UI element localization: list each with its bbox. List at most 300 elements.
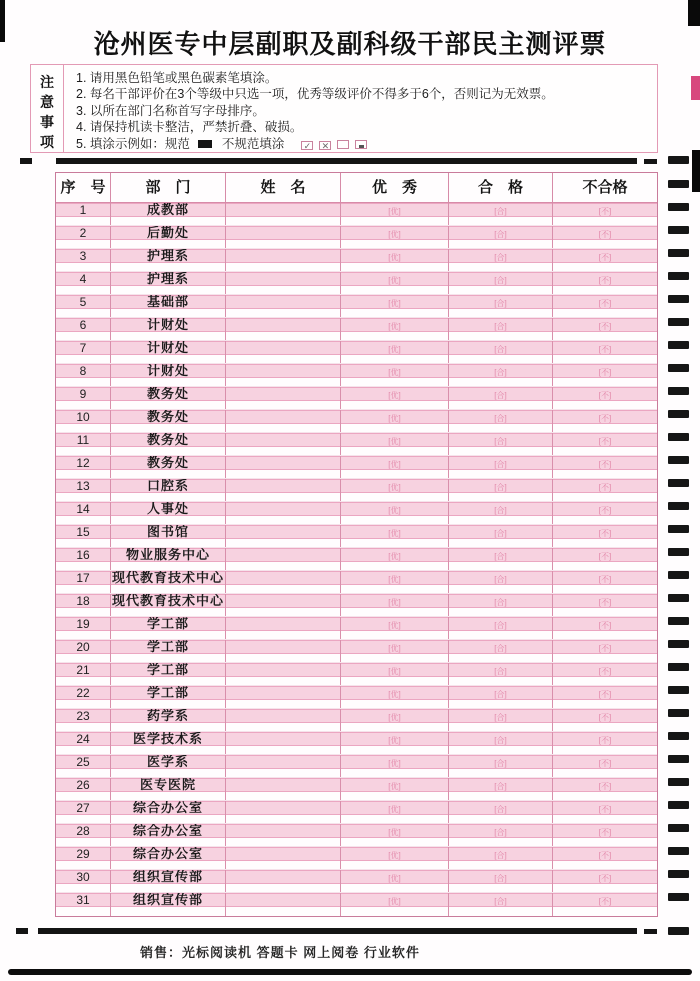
bubble-unqualified[interactable]: [不] — [598, 874, 612, 883]
bubble-unqualified[interactable]: [不] — [598, 575, 612, 584]
rating-cell — [553, 272, 657, 294]
bubble-qualified[interactable]: [合] — [494, 207, 507, 216]
name-cell[interactable] — [226, 870, 341, 892]
bubble-unqualified[interactable]: [不] — [598, 644, 612, 653]
notice-box — [30, 64, 658, 153]
row-number: 19 — [56, 617, 111, 639]
rating-cell — [553, 502, 657, 524]
bubble-excellent[interactable]: [优] — [388, 207, 401, 216]
rating-cell — [449, 893, 553, 916]
timing-mark — [668, 732, 689, 740]
bubble-qualified[interactable]: [合] — [494, 621, 507, 630]
department-name: 护理系 — [111, 272, 226, 294]
bubble-qualified[interactable]: [合] — [494, 253, 507, 262]
rating-cell — [341, 295, 449, 317]
timing-mark — [668, 479, 689, 487]
bubble-unqualified[interactable]: [不] — [598, 828, 612, 837]
bubble-qualified[interactable]: [合] — [494, 506, 507, 515]
name-cell[interactable] — [226, 732, 341, 754]
bubble-excellent[interactable]: [优] — [388, 230, 401, 239]
row-number: 26 — [56, 778, 111, 800]
name-cell[interactable] — [226, 617, 341, 639]
bubble-qualified[interactable]: [合] — [494, 437, 507, 446]
department-name: 口腔系 — [111, 479, 226, 501]
bubble-excellent[interactable]: [优] — [388, 621, 401, 630]
name-cell[interactable] — [226, 548, 341, 570]
rating-cell — [341, 663, 449, 685]
bubble-qualified[interactable]: [合] — [494, 644, 507, 653]
table-row — [56, 318, 657, 341]
bubble-qualified[interactable]: [合] — [494, 736, 507, 745]
rating-cell — [449, 479, 553, 501]
name-cell[interactable] — [226, 433, 341, 455]
rating-cell — [341, 824, 449, 846]
name-cell[interactable] — [226, 479, 341, 501]
rating-cell — [553, 410, 657, 432]
rating-cell — [449, 663, 553, 685]
bubble-excellent[interactable]: [优] — [388, 529, 401, 538]
bubble-qualified[interactable]: [合] — [494, 368, 507, 377]
rating-cell — [553, 709, 657, 731]
notice-item5-mid: 不规范填涂 — [221, 136, 285, 151]
rating-cell — [449, 870, 553, 892]
timing-mark — [668, 663, 689, 671]
timing-mark — [668, 525, 689, 533]
notice-items — [64, 65, 657, 152]
row-number: 8 — [56, 364, 111, 386]
bubble-qualified[interactable]: [合] — [494, 667, 507, 676]
department-name: 教务处 — [111, 410, 226, 432]
name-cell[interactable] — [226, 456, 341, 478]
timing-start-block — [692, 150, 700, 192]
bubble-unqualified[interactable]: [不] — [598, 736, 612, 745]
table-row — [56, 594, 657, 617]
name-cell[interactable] — [226, 295, 341, 317]
bubble-unqualified[interactable]: [不] — [598, 529, 612, 538]
rating-cell — [449, 686, 553, 708]
bubble-unqualified[interactable]: [不] — [598, 368, 612, 377]
bubble-unqualified[interactable]: [不] — [598, 805, 612, 814]
timing-mark — [668, 203, 689, 211]
vendor-footer-text: 销售：光标阅读机 答题卡 网上阅卷 行业软件 — [140, 945, 420, 960]
bubble-unqualified[interactable]: [不] — [598, 299, 612, 308]
timing-mark — [668, 594, 689, 602]
bubble-excellent[interactable]: [优] — [388, 736, 401, 745]
check-box-icon: ✓ — [301, 141, 313, 150]
bubble-excellent[interactable]: [优] — [388, 575, 401, 584]
rating-cell — [341, 525, 449, 547]
bubble-unqualified[interactable]: [不] — [598, 851, 612, 860]
timing-mark — [668, 272, 689, 280]
row-number: 27 — [56, 801, 111, 823]
rating-cell — [553, 203, 657, 225]
bubble-excellent[interactable]: [优] — [388, 759, 401, 768]
rating-cell — [449, 456, 553, 478]
top-bar-left-dash — [20, 158, 32, 164]
evaluation-table — [55, 172, 658, 917]
rating-cell — [341, 594, 449, 616]
rating-cell — [553, 594, 657, 616]
table-row — [56, 456, 657, 479]
rating-cell — [553, 893, 657, 916]
timing-mark — [668, 571, 689, 579]
rating-cell — [449, 295, 553, 317]
notice-item-2: 2. 每名干部评价在3个等级中只选一项，优秀等级评价不得多于6个，否则记为无效票。 — [76, 87, 554, 102]
bubble-excellent[interactable]: [优] — [388, 483, 401, 492]
timing-mark — [668, 755, 689, 763]
bubble-qualified[interactable]: [合] — [494, 552, 507, 561]
timing-mark — [668, 456, 689, 464]
timing-mark — [668, 180, 689, 188]
row-number: 23 — [56, 709, 111, 731]
rating-cell — [553, 732, 657, 754]
bubble-unqualified[interactable]: [不] — [598, 437, 612, 446]
rating-cell — [553, 226, 657, 248]
row-number: 1 — [56, 203, 111, 225]
department-name: 教务处 — [111, 387, 226, 409]
department-name: 组织宣传部 — [111, 893, 226, 916]
name-cell[interactable] — [226, 640, 341, 662]
timing-mark — [668, 364, 689, 372]
table-row — [56, 479, 657, 502]
bubble-excellent[interactable]: [优] — [388, 897, 401, 906]
name-cell[interactable] — [226, 778, 341, 800]
rating-cell — [449, 755, 553, 777]
rating-cell — [449, 387, 553, 409]
name-cell[interactable] — [226, 893, 341, 916]
bubble-unqualified[interactable]: [不] — [598, 460, 612, 469]
table-row — [56, 824, 657, 847]
department-name: 计财处 — [111, 341, 226, 363]
row-number: 16 — [56, 548, 111, 570]
bubble-excellent[interactable]: [优] — [388, 644, 401, 653]
rating-cell — [449, 364, 553, 386]
notice-label-char: 意 — [40, 94, 54, 110]
name-cell[interactable] — [226, 571, 341, 593]
name-cell[interactable] — [226, 594, 341, 616]
rating-cell — [553, 249, 657, 271]
timing-mark — [668, 778, 689, 786]
rating-cell — [449, 594, 553, 616]
rating-cell — [341, 502, 449, 524]
column-header-1: 部 门 — [111, 173, 226, 202]
rating-cell — [553, 387, 657, 409]
table-row — [56, 249, 657, 272]
filled-mark-icon — [198, 140, 212, 148]
bubble-unqualified[interactable]: [不] — [598, 782, 612, 791]
row-number: 20 — [56, 640, 111, 662]
bubble-qualified[interactable]: [合] — [494, 575, 507, 584]
bubble-qualified[interactable]: [合] — [494, 782, 507, 791]
column-header-3: 优 秀 — [341, 173, 449, 202]
name-cell[interactable] — [226, 709, 341, 731]
rating-cell — [553, 755, 657, 777]
bottom-bar-right-dash — [644, 929, 657, 934]
table-row — [56, 410, 657, 433]
name-cell[interactable] — [226, 272, 341, 294]
bubble-excellent[interactable]: [优] — [388, 713, 401, 722]
department-name: 综合办公室 — [111, 801, 226, 823]
rating-cell — [449, 801, 553, 823]
department-name: 计财处 — [111, 318, 226, 340]
bubble-unqualified[interactable]: [不] — [598, 322, 612, 331]
timing-mark — [668, 387, 689, 395]
rating-cell — [553, 617, 657, 639]
page-title: 沧州医专中层副职及副科级干部民主测评票 — [93, 29, 607, 59]
department-name: 图书馆 — [111, 525, 226, 547]
bubble-qualified[interactable]: [合] — [494, 598, 507, 607]
bubble-excellent[interactable]: [优] — [388, 414, 401, 423]
row-number: 7 — [56, 341, 111, 363]
bubble-unqualified[interactable]: [不] — [598, 598, 612, 607]
name-cell[interactable] — [226, 755, 341, 777]
row-number: 29 — [56, 847, 111, 869]
table-row — [56, 870, 657, 893]
bubble-qualified[interactable]: [合] — [494, 529, 507, 538]
scan-edge-bottom — [8, 969, 692, 975]
name-cell[interactable] — [226, 686, 341, 708]
row-number: 13 — [56, 479, 111, 501]
timing-mark — [668, 156, 689, 164]
rating-cell — [341, 203, 449, 225]
bubble-unqualified[interactable]: [不] — [598, 230, 612, 239]
rating-cell — [341, 778, 449, 800]
bubble-unqualified[interactable]: [不] — [598, 552, 612, 561]
bubble-excellent[interactable]: [优] — [388, 437, 401, 446]
bubble-unqualified[interactable]: [不] — [598, 690, 612, 699]
notice-item5-prefix: 5. 填涂示例如：规范 — [76, 136, 190, 151]
table-row — [56, 663, 657, 686]
bubble-unqualified[interactable]: [不] — [598, 506, 612, 515]
timing-mark — [668, 824, 689, 832]
table-row — [56, 295, 657, 318]
table-row — [56, 778, 657, 801]
timing-mark — [668, 893, 689, 901]
row-number: 28 — [56, 824, 111, 846]
rating-cell — [341, 893, 449, 916]
bubble-unqualified[interactable]: [不] — [598, 345, 612, 354]
bubble-excellent[interactable]: [优] — [388, 368, 401, 377]
rating-cell — [341, 249, 449, 271]
rating-cell — [341, 410, 449, 432]
name-cell[interactable] — [226, 847, 341, 869]
table-row — [56, 801, 657, 824]
timing-mark — [668, 226, 689, 234]
bubble-qualified[interactable]: [合] — [494, 897, 507, 906]
timing-mark — [668, 341, 689, 349]
bubble-excellent[interactable]: [优] — [388, 322, 401, 331]
department-name: 学工部 — [111, 640, 226, 662]
bubble-unqualified[interactable]: [不] — [598, 207, 612, 216]
department-name: 人事处 — [111, 502, 226, 524]
bubble-qualified[interactable]: [合] — [494, 851, 507, 860]
scan-edge-top-right — [688, 0, 700, 26]
department-name: 护理系 — [111, 249, 226, 271]
bubble-excellent[interactable]: [优] — [388, 506, 401, 515]
name-cell[interactable] — [226, 341, 341, 363]
rating-cell — [449, 410, 553, 432]
rating-cell — [341, 479, 449, 501]
bottom-timing-bar — [38, 928, 637, 934]
timing-mark — [668, 801, 689, 809]
table-row — [56, 571, 657, 594]
bubble-excellent[interactable]: [优] — [388, 874, 401, 883]
department-name: 教务处 — [111, 456, 226, 478]
row-number: 14 — [56, 502, 111, 524]
row-number: 24 — [56, 732, 111, 754]
department-name: 教务处 — [111, 433, 226, 455]
name-cell[interactable] — [226, 410, 341, 432]
rating-cell — [449, 732, 553, 754]
bubble-qualified[interactable]: [合] — [494, 414, 507, 423]
rating-cell — [449, 341, 553, 363]
bubble-excellent[interactable]: [优] — [388, 460, 401, 469]
department-name: 组织宣传部 — [111, 870, 226, 892]
bubble-qualified[interactable]: [合] — [494, 713, 507, 722]
rating-cell — [341, 318, 449, 340]
table-row — [56, 364, 657, 387]
rating-cell — [449, 824, 553, 846]
bubble-excellent[interactable]: [优] — [388, 598, 401, 607]
table-row — [56, 341, 657, 364]
name-cell[interactable] — [226, 203, 341, 225]
rating-cell — [553, 341, 657, 363]
rating-cell — [449, 778, 553, 800]
bubble-unqualified[interactable]: [不] — [598, 483, 612, 492]
rating-cell — [449, 525, 553, 547]
name-cell[interactable] — [226, 824, 341, 846]
name-cell[interactable] — [226, 502, 341, 524]
notice-item-3: 3. 以所在部门名称首写字母排序。 — [76, 103, 265, 118]
table-body — [56, 203, 657, 916]
rating-cell — [341, 456, 449, 478]
row-number: 12 — [56, 456, 111, 478]
bubble-qualified[interactable]: [合] — [494, 276, 507, 285]
bubble-excellent[interactable]: [优] — [388, 851, 401, 860]
bubble-excellent[interactable]: [优] — [388, 345, 401, 354]
bubble-excellent[interactable]: [优] — [388, 253, 401, 262]
table-row — [56, 272, 657, 295]
bubble-excellent[interactable]: [优] — [388, 276, 401, 285]
notice-label-char: 项 — [40, 134, 54, 150]
name-cell[interactable] — [226, 663, 341, 685]
name-cell[interactable] — [226, 226, 341, 248]
timing-mark — [668, 318, 689, 326]
bubble-qualified[interactable]: [合] — [494, 483, 507, 492]
bubble-excellent[interactable]: [优] — [388, 828, 401, 837]
name-cell[interactable] — [226, 318, 341, 340]
timing-mark — [668, 433, 689, 441]
column-header-4: 合 格 — [449, 173, 553, 202]
rating-cell — [341, 387, 449, 409]
notice-item-4: 4. 请保持机读卡整洁，严禁折叠、破损。 — [76, 120, 303, 135]
rating-cell — [341, 709, 449, 731]
name-cell[interactable] — [226, 801, 341, 823]
name-cell[interactable] — [226, 364, 341, 386]
bubble-qualified[interactable]: [合] — [494, 230, 507, 239]
timing-mark — [668, 295, 689, 303]
bubble-qualified[interactable]: [合] — [494, 345, 507, 354]
bubble-excellent[interactable]: [优] — [388, 667, 401, 676]
department-name: 后勤处 — [111, 226, 226, 248]
bubble-qualified[interactable]: [合] — [494, 299, 507, 308]
table-row — [56, 226, 657, 249]
department-name: 综合办公室 — [111, 847, 226, 869]
name-cell[interactable] — [226, 525, 341, 547]
bubble-unqualified[interactable]: [不] — [598, 253, 612, 262]
table-row — [56, 755, 657, 778]
bubble-unqualified[interactable]: [不] — [598, 391, 612, 400]
bubble-excellent[interactable]: [优] — [388, 690, 401, 699]
bubble-excellent[interactable]: [优] — [388, 805, 401, 814]
rating-cell — [553, 433, 657, 455]
bubble-qualified[interactable]: [合] — [494, 690, 507, 699]
bubble-unqualified[interactable]: [不] — [598, 621, 612, 630]
top-bar-right-dash — [644, 159, 657, 164]
rating-cell — [341, 870, 449, 892]
dot-box-icon — [355, 140, 367, 149]
column-header-0: 序 号 — [56, 173, 111, 202]
bubble-unqualified[interactable]: [不] — [598, 414, 612, 423]
row-number: 10 — [56, 410, 111, 432]
rating-cell — [341, 801, 449, 823]
rating-cell — [553, 548, 657, 570]
bubble-unqualified[interactable]: [不] — [598, 759, 612, 768]
bubble-qualified[interactable]: [合] — [494, 805, 507, 814]
row-number: 5 — [56, 295, 111, 317]
bubble-qualified[interactable]: [合] — [494, 322, 507, 331]
bubble-excellent[interactable]: [优] — [388, 782, 401, 791]
rating-cell — [553, 847, 657, 869]
bubble-excellent[interactable]: [优] — [388, 299, 401, 308]
row-number: 21 — [56, 663, 111, 685]
bubble-unqualified[interactable]: [不] — [598, 713, 612, 722]
table-row — [56, 548, 657, 571]
row-number: 22 — [56, 686, 111, 708]
table-row — [56, 433, 657, 456]
rating-cell — [341, 686, 449, 708]
bubble-qualified[interactable]: [合] — [494, 460, 507, 469]
bubble-qualified[interactable]: [合] — [494, 828, 507, 837]
bubble-unqualified[interactable]: [不] — [598, 276, 612, 285]
name-cell[interactable] — [226, 249, 341, 271]
bubble-unqualified[interactable]: [不] — [598, 667, 612, 676]
bubble-excellent[interactable]: [优] — [388, 552, 401, 561]
edge-color-strip — [691, 76, 700, 100]
notice-label-char: 事 — [40, 114, 54, 130]
rating-cell — [553, 640, 657, 662]
table-row — [56, 525, 657, 548]
rating-cell — [553, 571, 657, 593]
row-number: 2 — [56, 226, 111, 248]
bubble-qualified[interactable]: [合] — [494, 874, 507, 883]
row-number: 25 — [56, 755, 111, 777]
timing-mark — [668, 502, 689, 510]
table-row — [56, 502, 657, 525]
column-header-2: 姓 名 — [226, 173, 341, 202]
bubble-excellent[interactable]: [优] — [388, 391, 401, 400]
department-name: 学工部 — [111, 686, 226, 708]
bubble-qualified[interactable]: [合] — [494, 391, 507, 400]
notice-label-char: 注 — [40, 74, 54, 90]
bubble-unqualified[interactable]: [不] — [598, 897, 612, 906]
rating-cell — [553, 525, 657, 547]
bubble-qualified[interactable]: [合] — [494, 759, 507, 768]
table-row — [56, 893, 657, 916]
name-cell[interactable] — [226, 387, 341, 409]
rating-cell — [553, 295, 657, 317]
rating-cell — [449, 272, 553, 294]
